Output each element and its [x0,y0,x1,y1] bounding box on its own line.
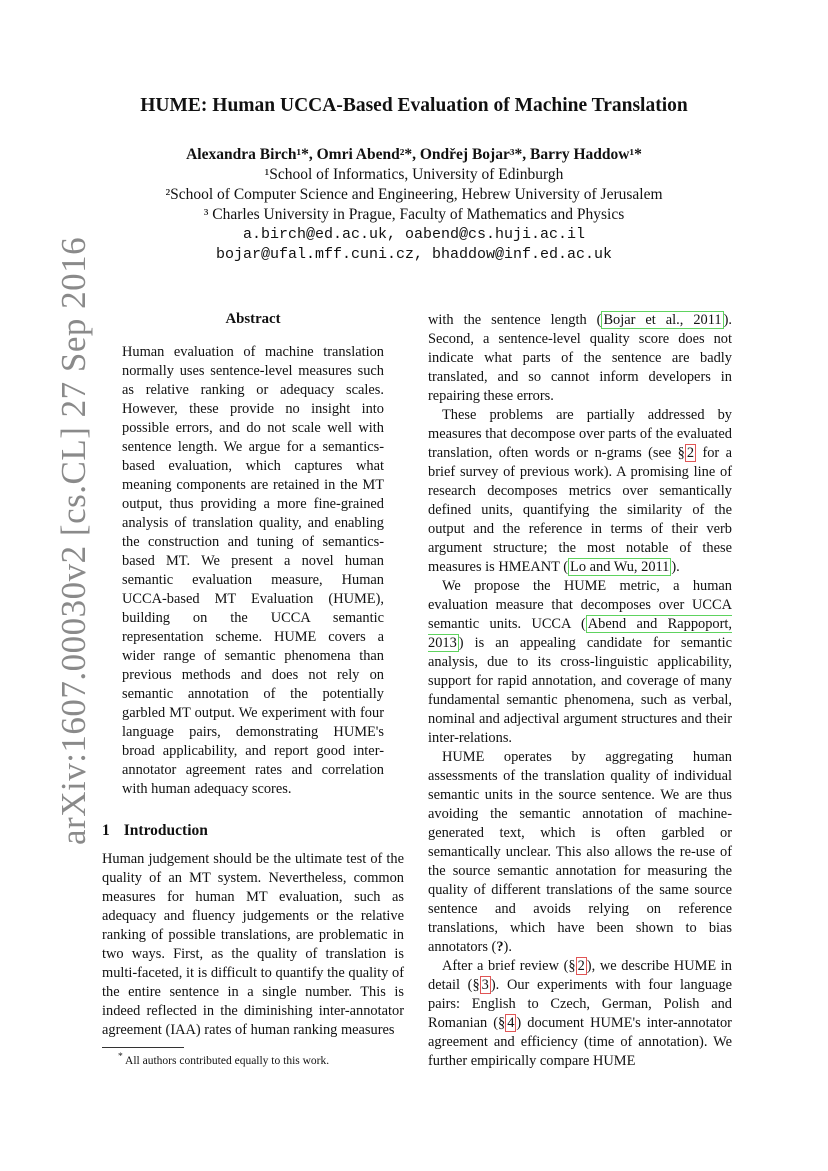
section-heading-introduction [102,821,404,840]
affiliation-prague: ³ Charles University in Prague, Faculty of Mathematics and Physics [203,206,625,223]
footnote-text: All authors contributed equally to this work. [122,1054,330,1067]
citation-link-bojar[interactable]: Bojar et al., 2011 [603,312,722,328]
right-paragraph-5: After a brief review (§ 2 ), we describe HUME in detail (§ 3 ). Our experiments with four language pairs: English to Czech, German, Polish and Romanian (§ 4 ) document HUME's inter-annotator agreement and efficiency (time of annotation). We further empirically compare HUME [428,958,732,1069]
email-line-2: bojar@ufal.mff.cuni.cz, bhaddow@inf.ed.ac.uk [215,246,613,263]
section-ref-link[interactable]: 2 [577,958,585,974]
abstract-text: Human evaluation of machine translation normally uses sentence-level measures such as relative ranking or adequacy scales. However, these provide no insight into possible errors, and do not scale well with sentence length. We argue for a semantics-based evaluation, which captures what meaning components are retained in the MT output, thus providing a more fine-grained analysis of translation quality, and enabling the construction and tuning of semantics-based MT. We present a novel human semantic evaluation measure, Human UCCA-based MT Evaluation (HUME), building on the UCCA semantic representation scheme. HUME covers a wider range of semantic phenomena than previous methods and does not rely on semantic annotation of the potentially garbled MT output. We experiment with four language pairs, demonstrating HUME's broad applicability, and report good inter-annotator agreement rates and correlation with human adequacy scores. [122,344,384,797]
author-block [0,145,828,265]
right-paragraph-1: with the sentence length ( Bojar et al., 2011 ). Second, a sentence-level quality score does not indicate what parts of the sentence are badly translated, and so cannot inform developers in repairing these errors. [428,312,732,404]
right-paragraph-4: HUME operates by aggregating human assessments of the translation quality of individual semantic units in the source sentence. We are thus avoiding the semantic annotation of machine-generated text, which is often garbled or semantically unclear. This also allows the re-use of the source semantic annotation for measuring the quality of different translations of the same source sentence and avoids relying on reference translations, which have been shown to bias annotators (?). [428,749,732,955]
footnote [118,1051,329,1067]
left-column [102,310,404,1040]
footnote-mark: * [118,1051,123,1062]
section-ref-link[interactable]: 2 [686,445,695,461]
missing-citation-mark: ? [496,939,504,955]
intro-paragraph-1: Human judgement should be the ultimate test of the quality of an MT system. Nevertheless, common measures for human MT evaluation, such as adequacy and fluency judgements or the relative ranking of possible translations, are problematic in two ways. First, as the quality of translation is multi-faceted, it is difficult to quantify the quality of the entire sentence in a single number. This is indeed reflected in the diminishing inter-annotator agreement (IAA) rates of human ranking measures [102,851,404,1038]
footnote-divider [102,1047,184,1048]
section-ref-link[interactable]: 4 [507,1015,515,1031]
right-paragraph-3: We propose the HUME metric, a human evaluation measure that decomposes over UCCA semantic units. UCCA ( Abend and Rappoport, 2013 ) is an appealing candidate for semantic analysis, due to its cross-linguistic applicability, support for rapid annotation, and coverage of many fundamental semantic phenomena, such as verbal, nominal and adjectival argument structures and their inter-relations. [428,578,732,746]
affiliation-jerusalem: ²School of Computer Science and Engineering, Hebrew University of Jerusalem [165,186,663,203]
abstract-heading: Abstract [225,311,281,327]
arxiv-identifier-stamp: arXiv:1607.00030v2 [cs.CL] 27 Sep 2016 [54,236,93,845]
section-title: Introduction [123,822,208,839]
paper-title: HUME: Human UCCA-Based Evaluation of Machine Translation [140,95,688,116]
email-line-1: a.birch@ed.ac.uk, oabend@cs.huji.ac.il [242,226,586,243]
citation-link-lo-wu[interactable]: Lo and Wu, 2011 [570,559,670,575]
section-ref-link[interactable]: 3 [481,977,489,993]
citation-link-abend[interactable]: Abend and Rappoport, 2013 [428,616,732,651]
section-number: 1 [102,822,110,839]
right-paragraph-2: These problems are partially addressed by measures that decompose over parts of the evaluated translation, often words or n-grams (see § 2 for a brief survey of previous work). A promising line of research decomposes metrics over semantically defined units, quantifying the similarity of the output and the reference in terms of their verb argument structure; the most notable of these measures is HMEANT ( Lo and Wu, 2011 ). [428,407,732,575]
author-names: Alexandra Birch¹*, Omri Abend²*, Ondřej Bojar³*, Barry Haddow¹* [186,146,642,163]
affiliation-edinburgh: ¹School of Informatics, University of Edinburgh [264,166,564,183]
right-column [428,311,732,1071]
